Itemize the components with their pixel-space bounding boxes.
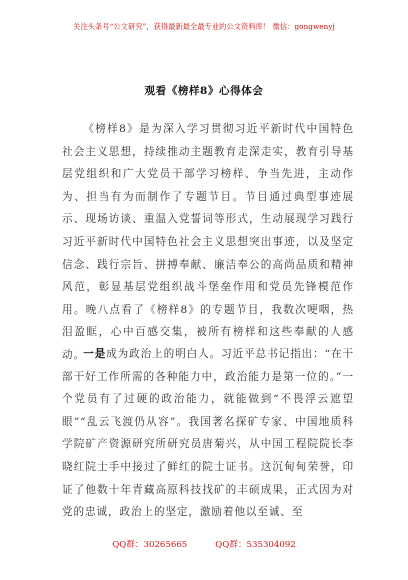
paragraph-2	[62, 343, 354, 524]
paragraph-2-text: 成为政治上的明白人。习近平总书记指出：“在干部干好工作所需的各种能力中，政治能力是第一位的。”一个党员有了过硬的政治能力，就能做到“不畏浮云遮望眼”“乱云飞渡仍从容”。我国著名探矿专家、中国地质科学院矿产资源研究所研究员唐菊兴，从中国工程院院长李晓红院士手中接过了鲜红的院士证书。这沉甸甸荣誉，印证了他数十年青藏高原科技找矿的丰硕成果，正式因为对党的忠诚，政治上的坚定，激励着他以至诚、至	[62, 348, 354, 519]
header-banner: 关注头条号“公文研究”，获得最新最全最专业的公文资料库！ 微信：gongwenyj	[73, 22, 335, 31]
paragraph-2-lead: 一是	[83, 348, 107, 360]
footer-qq-group-1: QQ群：30265665	[112, 540, 188, 550]
paragraph-1: 《榜样8》是为深入学习贯彻习近平新时代中国特色社会主义思想，持续推动主题教育走深走实，教育引导基层党组织和广大党员干部学习榜样、争当先进，主动作为、担当有为而制作了专题节目。节目通过典型事迹展示、现场访谈、重温入党誓词等形式，生动展现学习践行习近平新时代中国特色社会主义思想突出事迹，以及坚定信念、践行宗旨、拼搏奉献、廉洁奉公的高尚品质和精神风范，彰显基层党组织战斗堡垒作用和党员先锋模范作用。晚八点看了《榜样8》的专题节目，我数次哽咽，热泪盈眶，心中百感交集，被所有榜样和这些奉献的人感动。	[62, 123, 354, 361]
document-title: 观看《榜样8》心得体会	[144, 85, 264, 97]
footer	[0, 538, 408, 550]
footer-qq-group-2: QQ群：535304092	[215, 540, 296, 550]
